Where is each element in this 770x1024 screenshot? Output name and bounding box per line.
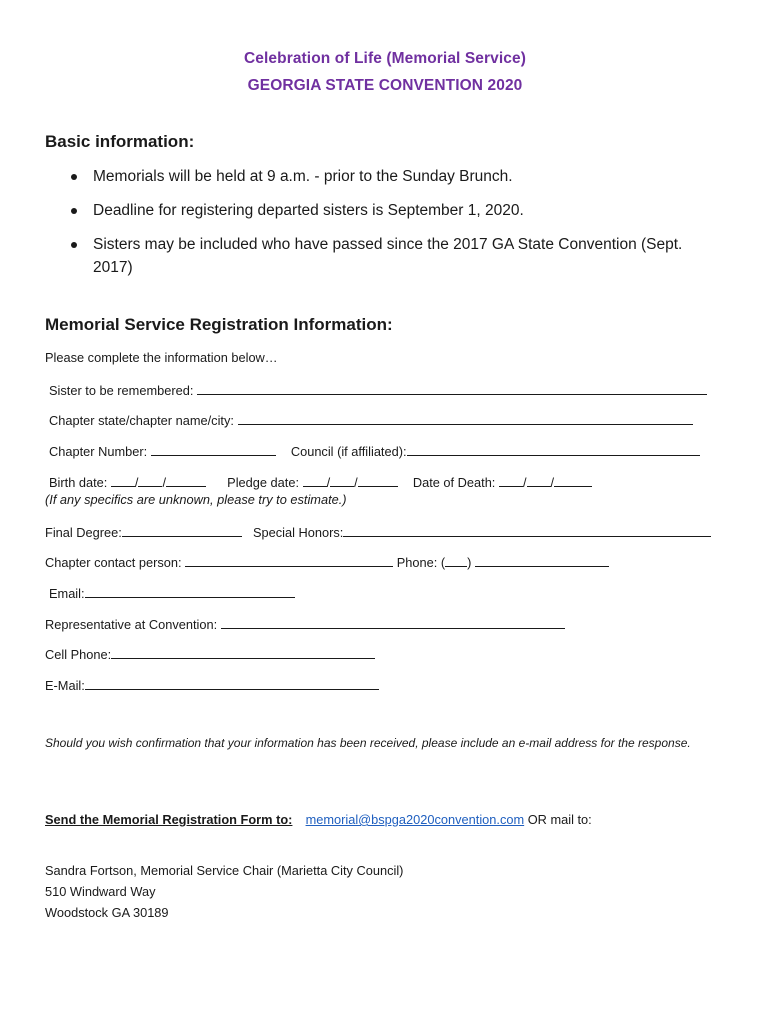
form-subtitle: GEORGIA STATE CONVENTION 2020: [247, 77, 523, 94]
email2-row: [45, 676, 379, 693]
birth-year-field[interactable]: [166, 473, 206, 487]
pledge-day-field[interactable]: [330, 473, 354, 487]
phone-area-code-field[interactable]: [445, 553, 467, 567]
representative-field[interactable]: [221, 615, 565, 629]
bullet-icon: [71, 208, 77, 214]
birth-day-field[interactable]: [138, 473, 162, 487]
list-item: Memorials will be held at 9 a.m. - prior to the Sunday Brunch.: [45, 165, 725, 188]
registration-heading: Memorial Service Registration Information:: [45, 315, 393, 334]
list-item: Deadline for registering departed sisters is September 1, 2020.: [45, 199, 725, 222]
council-label: Council (if affiliated):: [290, 444, 407, 459]
death-month-field[interactable]: [499, 473, 523, 487]
send-label: Send the Memorial Registration Form to:: [45, 812, 293, 827]
chapter-row: [49, 411, 693, 428]
address-line: Sandra Fortson, Memorial Service Chair (Marietta City Council): [45, 863, 404, 878]
chapter-field[interactable]: [238, 411, 693, 425]
memorial-email-link[interactable]: memorial@bspga2020convention.com: [305, 812, 525, 827]
death-date-label: Date of Death:: [412, 475, 496, 490]
sister-row: [49, 381, 707, 398]
pledge-year-field[interactable]: [358, 473, 398, 487]
bullet-icon: [71, 174, 77, 180]
cell-phone-field[interactable]: [111, 645, 375, 659]
degree-row: [45, 523, 711, 540]
pledge-month-field[interactable]: [303, 473, 327, 487]
email-label: Email:: [49, 586, 85, 601]
mailing-address: [45, 860, 403, 923]
contact-row: Chapter contact person: Phone: ( ): [45, 553, 609, 570]
death-day-field[interactable]: [527, 473, 551, 487]
sister-label: Sister to be remembered:: [49, 383, 194, 398]
final-degree-label: Final Degree:: [45, 525, 122, 540]
send-suffix: OR mail to:: [527, 812, 592, 827]
estimate-note: (If any specifics are unknown, please try to estimate.): [45, 492, 347, 507]
phone-label: Phone: (: [396, 555, 446, 570]
dates-row: Birth date: / / Pledge date: / / Date of Death: / /: [49, 473, 592, 490]
special-honors-label: Special Honors:: [252, 525, 344, 540]
form-title: Celebration of Life (Memorial Service): [243, 50, 526, 67]
bullet-icon: [71, 242, 77, 248]
email-field[interactable]: [85, 584, 295, 598]
email-row: [49, 584, 295, 601]
birth-month-field[interactable]: [111, 473, 135, 487]
form-intro: Please complete the information below…: [45, 350, 278, 365]
representative-label: Representative at Convention:: [45, 617, 218, 632]
email2-field[interactable]: [85, 676, 379, 690]
basic-info-list: [45, 165, 725, 290]
contact-person-field[interactable]: [185, 553, 393, 567]
chapter-label: Chapter state/chapter name/city:: [49, 413, 234, 428]
final-degree-field[interactable]: [122, 523, 242, 537]
cell-phone-row: [45, 645, 375, 662]
chapter-number-field[interactable]: [151, 442, 276, 456]
chapter-number-label: Chapter Number:: [49, 444, 148, 459]
email2-label: E-Mail:: [45, 678, 85, 693]
representative-row: [45, 615, 565, 632]
chapter-number-row: [49, 442, 700, 459]
contact-person-label: Chapter contact person:: [45, 555, 182, 570]
phone-number-field[interactable]: [475, 553, 609, 567]
basic-info-heading: Basic information:: [45, 132, 195, 151]
death-year-field[interactable]: [554, 473, 592, 487]
council-field[interactable]: [407, 442, 700, 456]
cell-phone-label: Cell Phone:: [45, 647, 112, 662]
pledge-date-label: Pledge date:: [227, 475, 300, 490]
address-line: 510 Windward Way: [45, 884, 156, 899]
confirmation-note: Should you wish confirmation that your information has been received, please include an e-mail address for the response.: [45, 736, 691, 750]
address-line: Woodstock GA 30189: [45, 905, 169, 920]
send-row: [45, 812, 592, 827]
list-item: Sisters may be included who have passed since the 2017 GA State Convention (Sept. 2017): [45, 233, 693, 279]
special-honors-field[interactable]: [343, 523, 711, 537]
birth-date-label: Birth date:: [49, 475, 108, 490]
sister-name-field[interactable]: [197, 381, 707, 395]
